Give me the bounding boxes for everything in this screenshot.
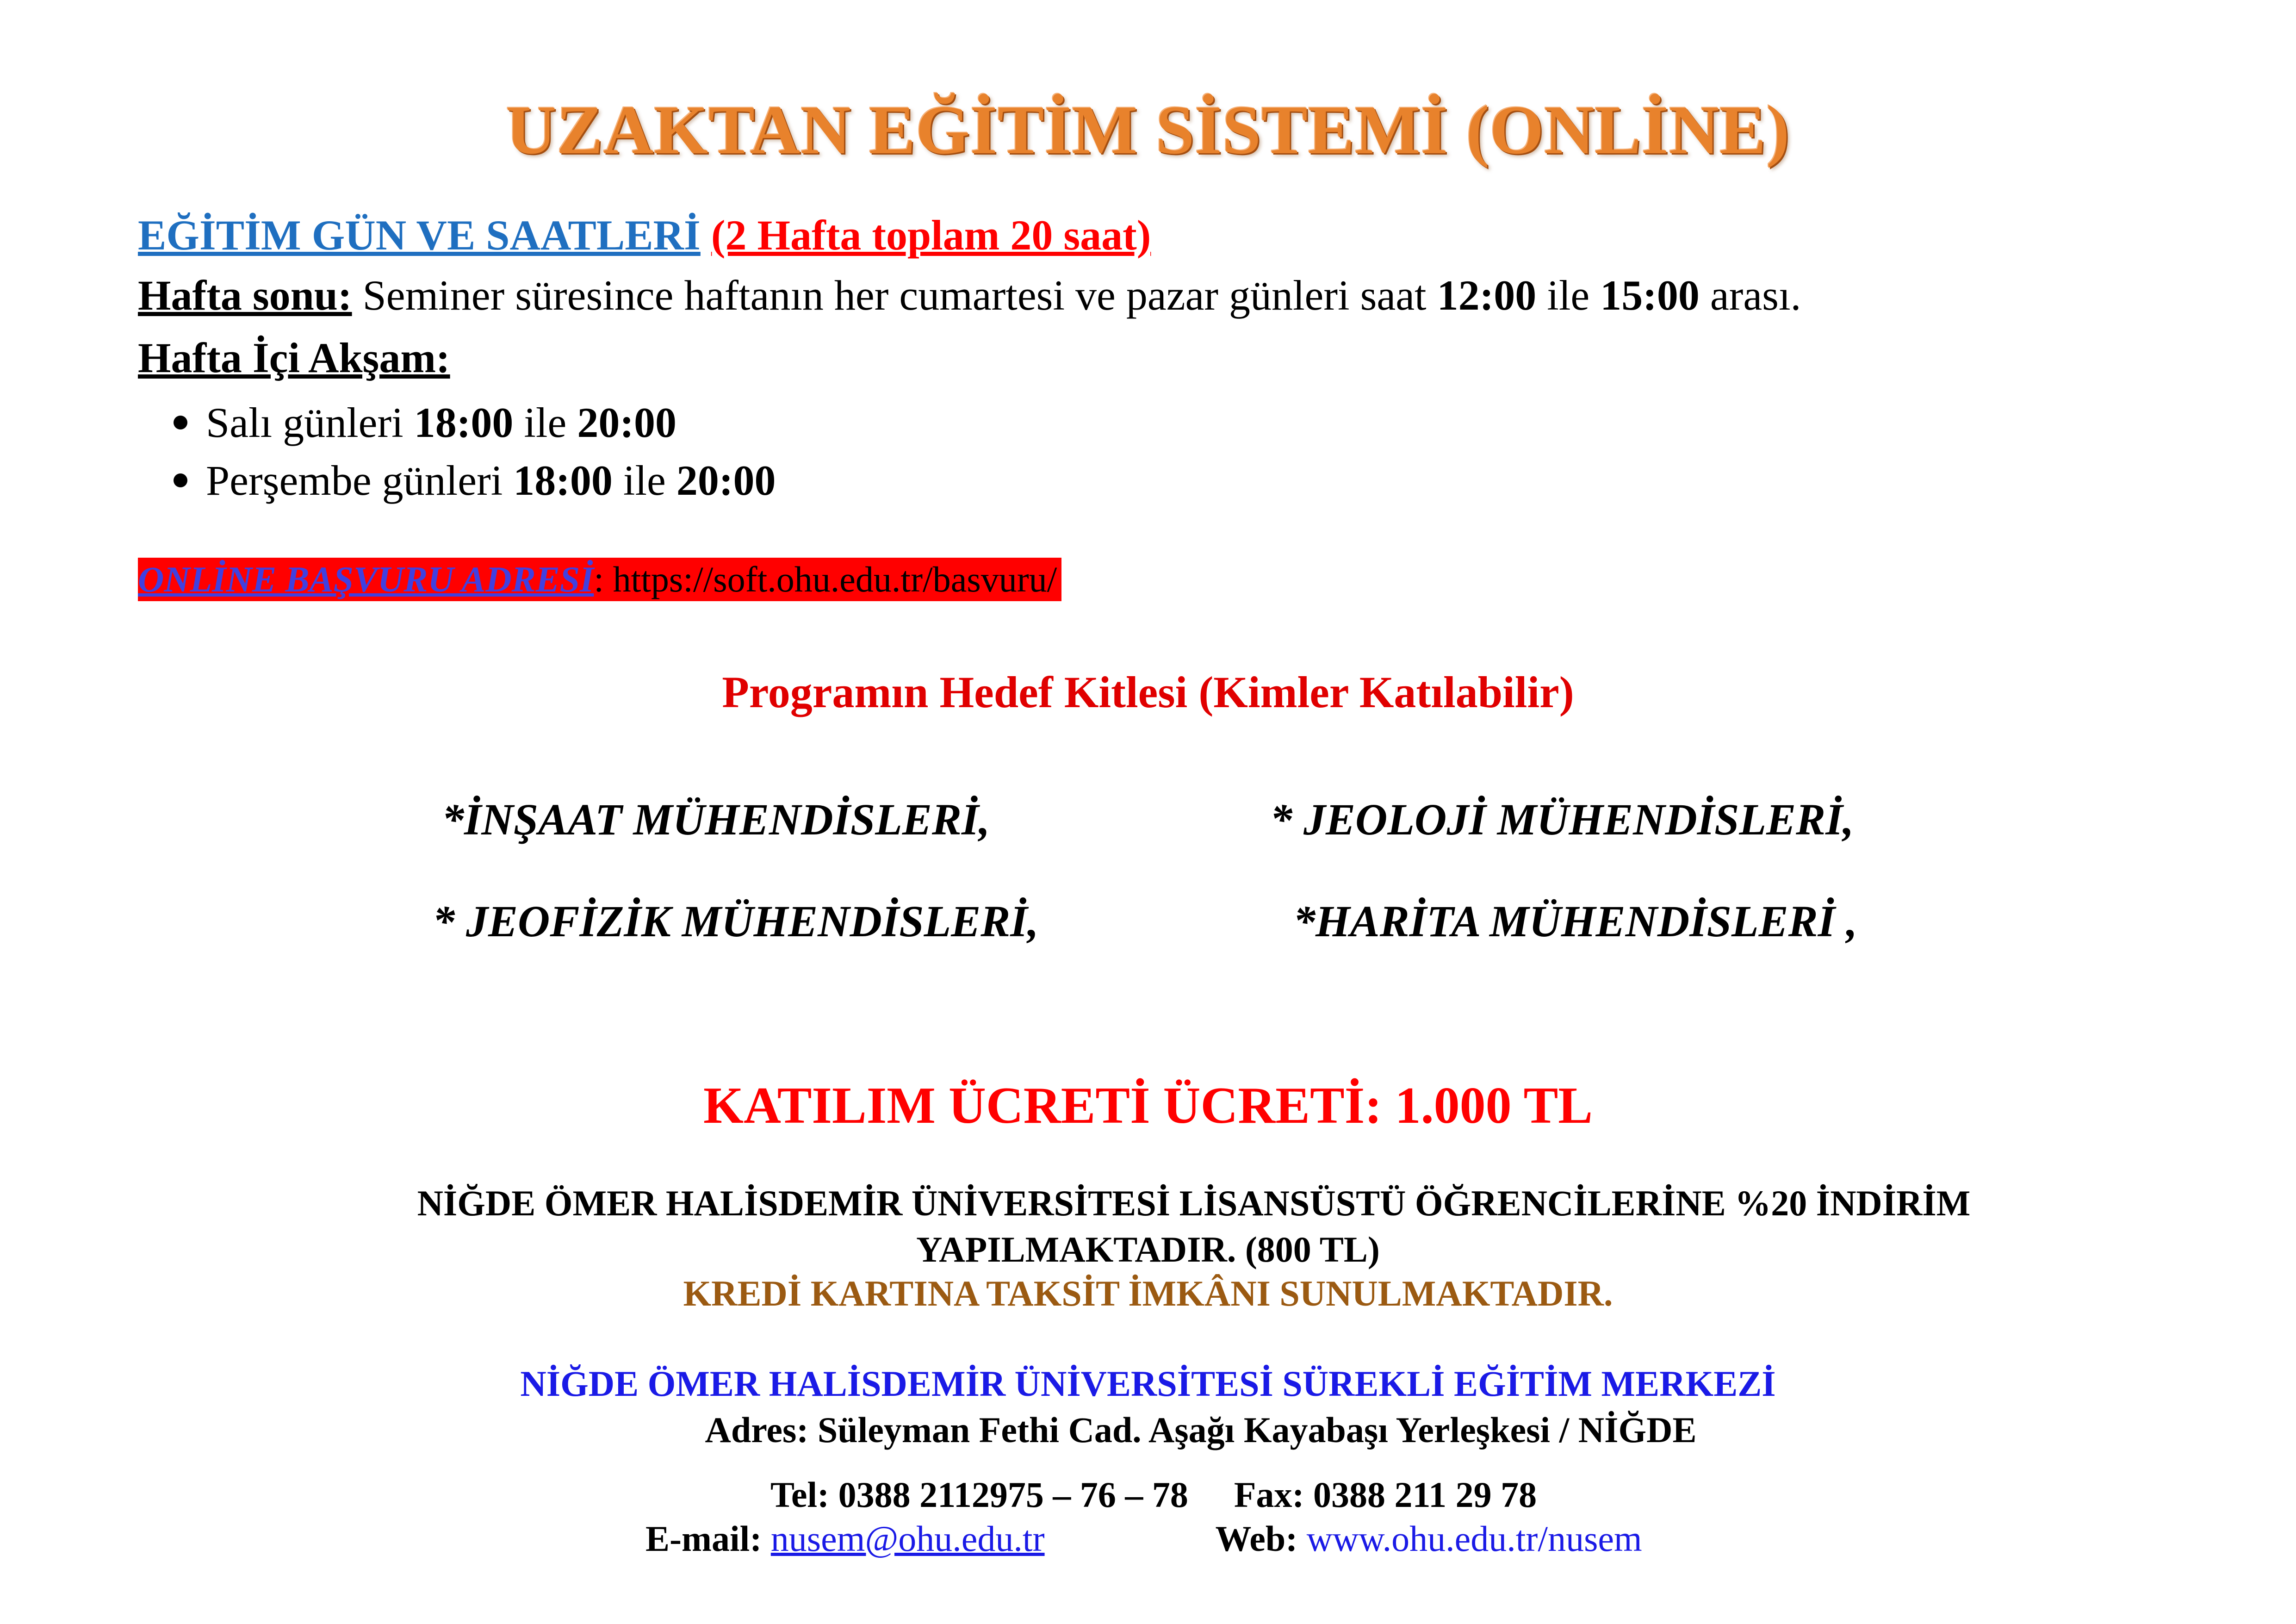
weekday-start: 18:00 bbox=[513, 457, 613, 504]
discount-line: NİĞDE ÖMER HALİSDEMİR ÜNİVERSİTESİ LİSANSÜSTÜ ÖĞRENCİLERİNE %20 İNDİRİM bbox=[417, 1183, 1971, 1223]
address: Adres: Süleyman Fethi Cad. Aşağı Kayabaşı Yerleşkesi / NİĞDE bbox=[705, 1410, 1697, 1450]
weekday-mid: ile bbox=[513, 399, 577, 446]
weekday-end: 20:00 bbox=[676, 457, 776, 504]
weekend-mid: ile bbox=[1536, 272, 1601, 319]
page-title: UZAKTAN EĞİTİM SİSTEMİ (ONLİNE) bbox=[506, 92, 1790, 168]
weekend-label: Hafta sonu: bbox=[138, 272, 352, 319]
weekday-item bbox=[174, 398, 676, 447]
weekday-end: 20:00 bbox=[577, 399, 676, 446]
audience-item: *İNŞAAT MÜHENDİSLERİ, bbox=[442, 795, 990, 844]
web-label: Web: bbox=[1215, 1518, 1298, 1559]
application-separator: : bbox=[594, 559, 613, 599]
weekday-day: Perşembe günleri bbox=[206, 457, 514, 504]
web-link[interactable]: www.ohu.edu.tr/nusem bbox=[1306, 1518, 1642, 1559]
center-name: NİĞDE ÖMER HALİSDEMİR ÜNİVERSİTESİ SÜREKLİ EĞİTİM MERKEZİ bbox=[520, 1363, 1776, 1404]
weekday-mid: ile bbox=[612, 457, 676, 504]
weekday-start: 18:00 bbox=[414, 399, 514, 446]
weekday-day: Salı günleri bbox=[206, 399, 414, 446]
application-label: ONLİNE BAŞVURU ADRESİ bbox=[138, 559, 594, 599]
fax: Fax: 0388 211 29 78 bbox=[1234, 1475, 1537, 1515]
weekend-text: Seminer süresince haftanın her cumartesi ve pazar günleri saat bbox=[352, 272, 1437, 319]
schedule-duration: (2 Hafta toplam 20 saat) bbox=[711, 212, 1151, 259]
weekday-item bbox=[174, 456, 776, 505]
weekend-start: 12:00 bbox=[1437, 272, 1537, 319]
audience-item: *HARİTA MÜHENDİSLERİ , bbox=[1293, 896, 1858, 946]
weekday-label: Hafta İçi Akşam: bbox=[138, 334, 450, 381]
weekend-tail: arası. bbox=[1699, 272, 1801, 319]
weekend-end: 15:00 bbox=[1600, 272, 1700, 319]
contact-links bbox=[645, 1518, 1642, 1560]
credit-card-note: KREDİ KARTINA TAKSİT İMKÂNI SUNULMAKTADIR. bbox=[683, 1273, 1613, 1313]
tel: Tel: 0388 2112975 – 76 – 78 bbox=[770, 1475, 1188, 1515]
weekday-heading bbox=[138, 333, 450, 382]
fee-text: KATILIM ÜCRETİ ÜCRETİ: 1.000 TL bbox=[703, 1077, 1593, 1134]
application-link[interactable]: https://soft.ohu.edu.tr/basvuru/ bbox=[613, 559, 1057, 599]
email-link[interactable]: nusem@ohu.edu.tr bbox=[770, 1518, 1045, 1559]
discount-line: YAPILMAKTADIR. (800 TL) bbox=[916, 1229, 1380, 1269]
schedule-heading bbox=[138, 211, 1151, 260]
schedule-heading-label: EĞİTİM GÜN VE SAATLERİ bbox=[138, 212, 701, 259]
phone-line bbox=[770, 1474, 1537, 1516]
bullet-icon bbox=[174, 416, 187, 429]
email-label: E-mail: bbox=[645, 1518, 762, 1559]
bullet-icon bbox=[174, 473, 187, 487]
weekend-line bbox=[138, 271, 1801, 320]
audience-item: * JEOFİZİK MÜHENDİSLERİ, bbox=[433, 896, 1039, 946]
application-banner bbox=[138, 558, 1061, 601]
audience-heading: Programın Hedef Kitlesi (Kimler Katılabilir) bbox=[722, 667, 1574, 717]
audience-item: * JEOLOJİ MÜHENDİSLERİ, bbox=[1270, 795, 1854, 844]
